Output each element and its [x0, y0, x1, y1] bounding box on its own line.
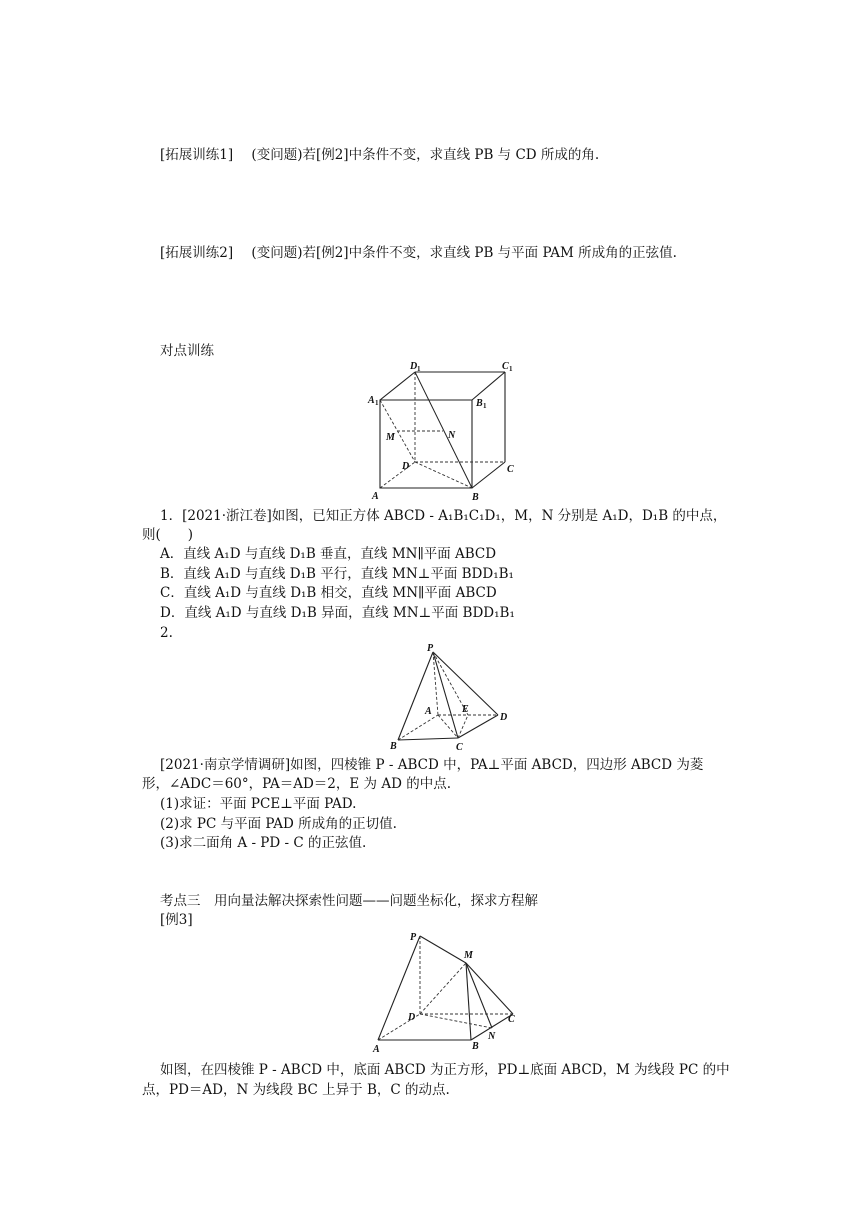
- pyr1-label-d: D: [500, 712, 508, 723]
- pyr1-label-p: P: [427, 643, 434, 654]
- cube-label-a1-sub: 1: [375, 399, 379, 407]
- cube-label-b1-sub: 1: [483, 402, 487, 410]
- cube-label-d: D: [402, 461, 410, 472]
- cube-label-c1-sub: 1: [509, 365, 513, 373]
- extension-exercise-1: [160, 146, 599, 164]
- q2-sub-2: (2)求 PC 与平面 PAD 所成角的正切值.: [160, 816, 397, 832]
- q2-number: 2.: [160, 625, 173, 641]
- pyr2-label-n: N: [488, 1031, 496, 1042]
- extension-exercise-2: [160, 244, 677, 262]
- cube-label-d1: D: [410, 361, 418, 372]
- extension-2-body: (变问题)若[例2]中条件不变，求直线 PB 与平面 PAM 所成角的正弦值.: [251, 245, 677, 261]
- pyr1-label-b: B: [390, 741, 397, 752]
- kaodian-3-title: 考点三 用向量法解决探索性问题——问题坐标化，探求方程解: [160, 893, 538, 909]
- extension-1-tag: [拓展训练1]: [160, 147, 234, 163]
- cube-label-a: A: [372, 491, 379, 502]
- pyr2-label-p: P: [410, 932, 417, 943]
- cube-label-b: B: [472, 492, 479, 503]
- pyr2-label-b: B: [472, 1041, 479, 1052]
- pyr2-label-m: M: [464, 950, 473, 961]
- q2-sub-3: (3)求二面角 A - PD - C 的正弦值.: [160, 835, 367, 851]
- q1-stem-line-1: 1．[2021·浙江卷]如图，已知正方体 ABCD - A₁B₁C₁D₁，M，N 分别是 A₁D，D₁B 的中点，: [160, 508, 727, 524]
- q1-option-a: A．直线 A₁D 与直线 D₁B 垂直，直线 MN∥平面 ABCD: [160, 546, 497, 562]
- q2-stem-line-2: 形，∠ADC＝60°，PA＝AD＝2，E 为 AD 的中点.: [142, 776, 451, 792]
- section-title: 对点训练: [160, 343, 214, 359]
- pyr1-label-c: C: [456, 742, 463, 753]
- q2-stem-line-1: [2021·南京学情调研]如图，四棱锥 P - ABCD 中，PA⊥平面 ABCD，四边形 ABCD 为菱: [160, 757, 704, 773]
- cube-label-c1: C: [502, 361, 509, 372]
- pyramid-figure-2: [368, 928, 528, 1058]
- q2-sub-1: (1)求证：平面 PCE⊥平面 PAD.: [160, 796, 357, 812]
- example-3-tag: [例3]: [160, 912, 193, 928]
- cube-label-b1: B: [476, 398, 483, 409]
- pyr2-label-c: C: [508, 1014, 515, 1025]
- cube-label-a1: A: [368, 395, 375, 406]
- pyr2-label-a: A: [373, 1044, 380, 1055]
- cube-label-n: N: [448, 430, 456, 441]
- q1-option-d: D．直线 A₁D 与直线 D₁B 异面，直线 MN⊥平面 BDD₁B₁: [160, 605, 515, 621]
- cube-figure: [360, 360, 530, 505]
- pyramid-figure-1: [390, 642, 515, 754]
- cube-front-face: [380, 400, 472, 488]
- q1-option-c: C．直线 A₁D 与直线 D₁B 相交，直线 MN∥平面 ABCD: [160, 585, 497, 601]
- q3-line-1: 如图，在四棱锥 P - ABCD 中，底面 ABCD 为正方形，PD⊥底面 ABCD，M 为线段 PC 的中: [160, 1062, 730, 1078]
- cube-label-c: C: [507, 464, 514, 475]
- pyr1-label-e: E: [462, 704, 469, 715]
- q3-line-2: 点，PD＝AD，N 为线段 BC 上异于 B，C 的动点.: [142, 1082, 450, 1098]
- extension-2-tag: [拓展训练2]: [160, 245, 234, 261]
- pyr1-label-a: A: [425, 706, 432, 717]
- cube-label-m: M: [386, 432, 395, 443]
- cube-label-d1-sub: 1: [417, 365, 421, 373]
- q1-stem-line-2: 则( ): [142, 527, 194, 543]
- q1-option-b: B．直线 A₁D 与直线 D₁B 平行，直线 MN⊥平面 BDD₁B₁: [160, 566, 514, 582]
- pyr2-label-d: D: [408, 1012, 416, 1023]
- extension-1-body: (变问题)若[例2]中条件不变，求直线 PB 与 CD 所成的角.: [251, 147, 600, 163]
